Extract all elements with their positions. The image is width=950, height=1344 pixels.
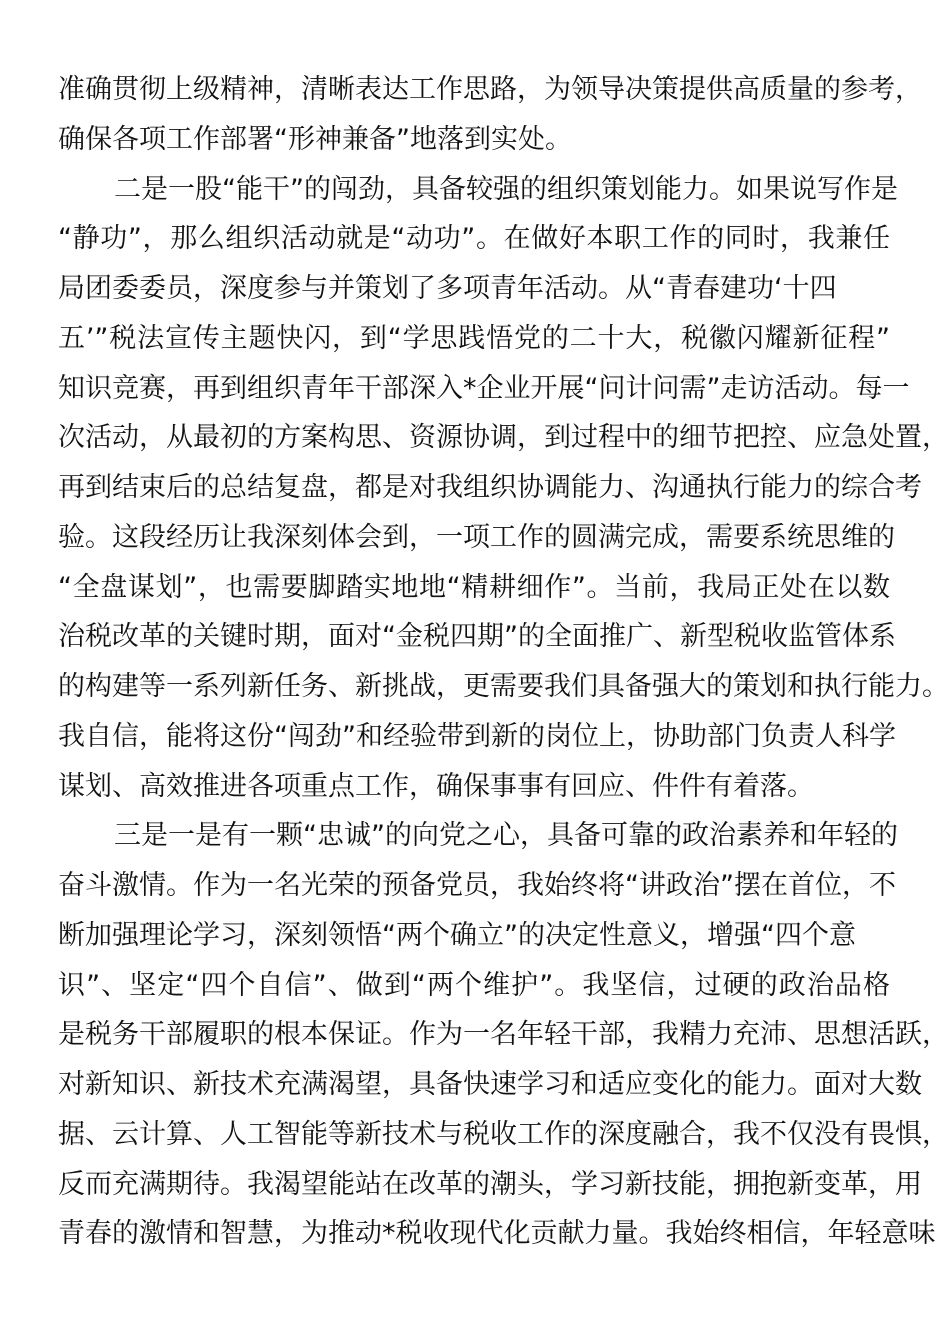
text-line: “全盘谋划”，也需要脚踏实地地“精耕细作”。当前，我局正处在以数 [58, 571, 890, 603]
text-line: 奋斗激情。作为一名光荣的预备党员，我始终将“讲政治”摆在首位，不 [58, 870, 896, 901]
text-line: 青春的激情和智慧，为推动*税收现代化贡献力量。我始终相信，年轻意味 [58, 1218, 936, 1250]
text-line: “静功”，那么组织活动就是“动功”。在做好本职工作的同时，我兼任 [58, 223, 890, 255]
text-line: 再到结束后的总结复盘，都是对我组织协调能力、沟通执行能力的综合考 [58, 472, 922, 503]
text-line: 识”、坚定“四个自信”、做到“两个维护”。我坚信，过硬的政治品格 [58, 969, 890, 1001]
text-line: 谋划、高效推进各项重点工作，确保事事有回应、件件有着落。 [58, 770, 814, 802]
text-line: 五’”税法宣传主题快闪，到“学思践悟党的二十大，税徽闪耀新征程” [58, 322, 890, 354]
text-line: 断加强理论学习，深刻领悟“两个确立”的决定性意义，增强“四个意 [58, 919, 856, 951]
text-line: 治税改革的关键时期，面对“金税四期”的全面推广、新型税收监管体系 [58, 621, 896, 653]
text-line: 对新知识、新技术充满渴望，具备快速学习和适应变化的能力。面对大数 [58, 1069, 922, 1100]
text-line: 准确贯彻上级精神，清晰表达工作思路，为领导决策提供高质量的参考， [58, 74, 922, 105]
text-line: 局团委委员，深度参与并策划了多项青年活动。从“青春建功‘十四 [58, 273, 837, 304]
text-line: 确保各项工作部署“形神兼备”地落到实处。 [58, 123, 572, 155]
text-line: 验。这段经历让我深刻体会到，一项工作的圆满完成，需要系统思维的 [58, 521, 895, 553]
text-line: 三是一是有一颗“忠诚”的向党之心，具备可靠的政治素养和年轻的 [114, 820, 898, 852]
text-line: 的构建等一系列新任务、新挑战，更需要我们具备强大的策划和执行能力。 [58, 671, 949, 702]
text-line: 知识竞赛，再到组织青年干部深入*企业开展“问计问需”走访活动。每一 [58, 372, 910, 404]
text-line: 是税务干部履职的根本保证。作为一名年轻干部，我精力充沛、思想活跃， [58, 1019, 949, 1051]
text-line: 二是一股“能干”的闯劲，具备较强的组织策划能力。如果说写作是 [114, 173, 898, 205]
text-line: 据、云计算、人工智能等新技术与税收工作的深度融合，我不仅没有畏惧， [58, 1118, 949, 1150]
text-line: 我自信，能将这份“闯劲”和经验带到新的岗位上，协助部门负责人科学 [58, 720, 896, 752]
text-line: 次活动，从最初的方案构思、资源协调，到过程中的细节把控、应急处置， [58, 422, 949, 454]
text-line: 反而充满期待。我渴望能站在改革的潮头，学习新技能，拥抱新变革，用 [58, 1168, 922, 1200]
